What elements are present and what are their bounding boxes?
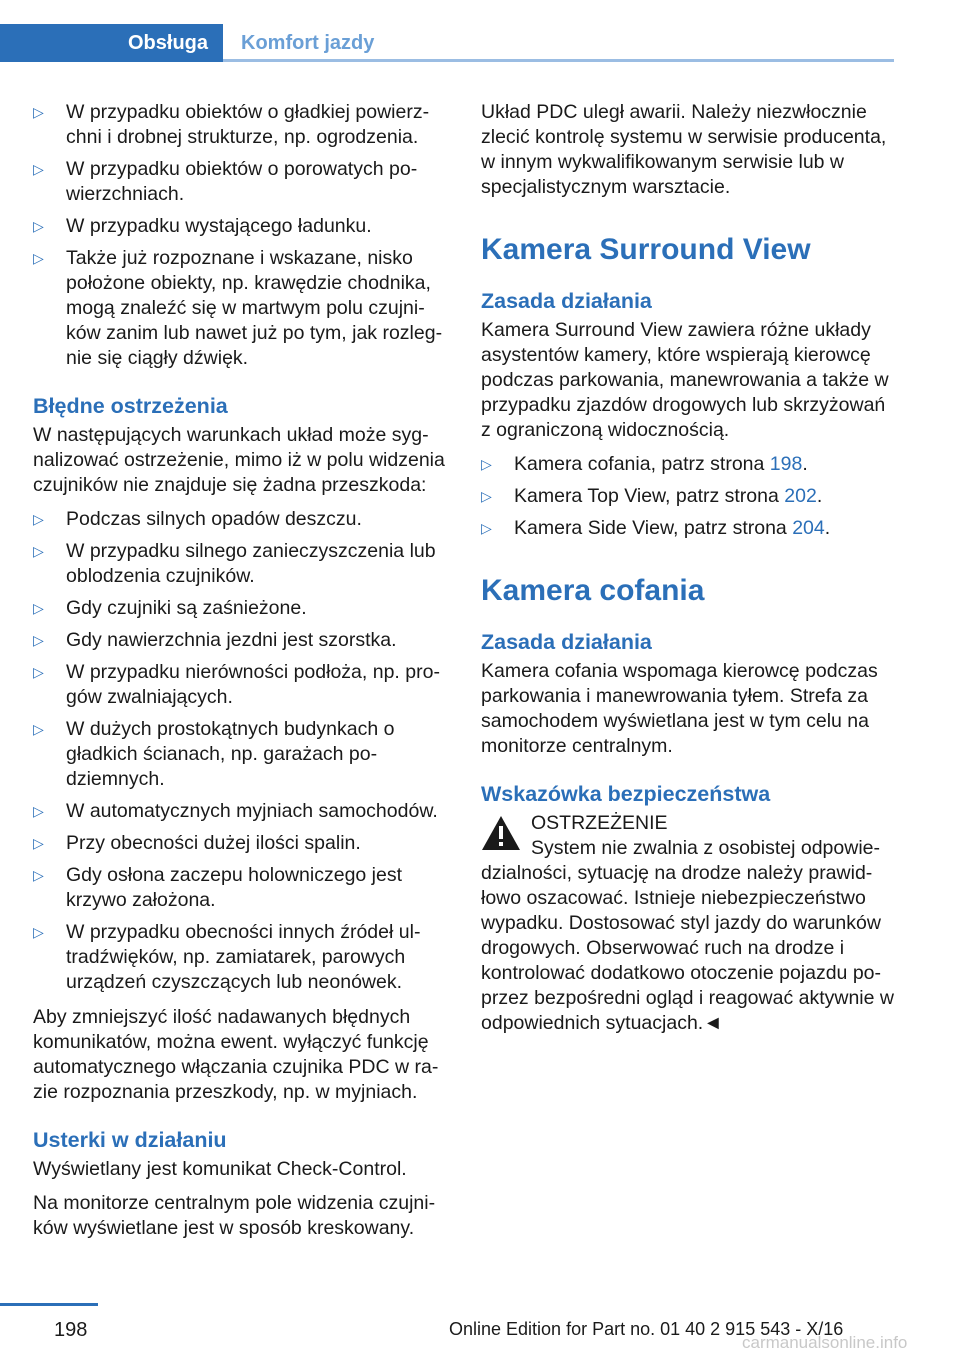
list-item: ▷ W przypadku wystającego ładunku. [33,215,372,237]
triangle-bullet-icon: ▷ [33,543,44,559]
warning-text: System nie zwalnia z osobistej odpowiedzialności, sytuację na drodze należy prawidłowo oszacować. Istnieje niebezpieczeństwo wypadku. Dostosować styl jazdy do warunków drogowych. Obserwować ruch na drodze i kontrolować dodatkowo otoczenie pojazdu poprzez bezpośredni ogląd i reagować aktywnie w odpowiednich sytuacjach.◄ [481,837,894,1034]
surround-view-heading: Kamera Surround View [481,233,811,266]
triangle-bullet-icon: ▷ [33,600,44,616]
list-item: ▷ W automatycznych myjniach samochodów. [33,800,438,822]
rear-principle-text: Kamera cofania wspomaga kierowcę podczas parkowania i manewrowania tyłem. Strefa za samochodem wyświetlana jest w tym celu na monitorze centralnym. [481,660,878,757]
triangle-bullet-icon: ▷ [33,104,44,120]
safety-note-heading: Wskazówka bezpieczeństwa [481,782,771,806]
tab-komfort-jazdy[interactable]: Komfort jazdy [241,32,375,54]
triangle-bullet-icon: ▷ [33,835,44,851]
tab-obsluga[interactable]: Obsługa [0,24,223,62]
page-link-202[interactable]: 202 [784,485,817,507]
watermark: carmanualsonline.info [742,1333,908,1352]
triangle-bullet-icon: ▷ [33,803,44,819]
triangle-bullet-icon: ▷ [33,721,44,737]
list-item: ▷ W dużych prostokątnych budynkach o gładkich ścianach, np. garażach podziemnych. [33,718,395,790]
triangle-bullet-icon: ▷ [33,511,44,527]
list-item: ▷ Przy obecności dużej ilości spalin. [33,832,361,854]
rear-camera-heading: Kamera cofania [481,574,705,607]
list-item: ▷ W przypadku obecności innych źródeł ultradźwięków, np. zamiatarek, parowych urządzeń czyszczących lub neonówek. [33,921,421,993]
malfunction-text-2: Na monitorze centralnym pole widzenia czujników wyświetlane jest w sposób kreskowany. [33,1192,436,1239]
rear-principle-heading: Zasada działania [481,630,652,654]
footer-rule [0,1303,98,1306]
page-link-198[interactable]: 198 [769,453,803,475]
pdc-failure-text: Układ PDC uległ awarii. Należy niezwłocznie zlecić kontrolę systemu w serwisie producenta, w innym wykwalifikowanym serwisie lub w specjalistycznym warsztacie. [481,101,887,198]
list-item: ▷ Gdy nawierzchnia jezdni jest szorstka. [33,629,397,651]
malfunction-text-1: Wyświetlany jest komunikat Check-Control. [33,1158,407,1180]
reduce-false-warnings-text: Aby zmniejszyć ilość nadawanych błędnych komunikatów, można ewent. wyłączyć funkcję automatycznego włączania czujnika PDC w razie rozpoznania przeszkody, np. w myjniach. [33,1006,439,1103]
warning-block [481,811,895,1036]
surround-principle-text: Kamera Surround View zawiera różne układy asystentów kamery, które wspierają kierowcę podczas parkowania, manewrowania a także w przypadku zjazdów drogowych lub skrzyżowań z ograniczoną widocznością. [481,319,889,441]
list-item: ▷ W przypadku nierówności podłoża, np. progów zwalniających. [33,661,440,708]
warning-triangle-icon [481,815,521,851]
bullet-list-1 [33,100,451,371]
page-link-204[interactable]: 204 [792,517,825,539]
malfunction-heading: Usterki w działaniu [33,1128,227,1152]
warning-title: OSTRZEŻENIE [531,812,668,834]
surround-principle-heading: Zasada działania [481,289,652,313]
triangle-bullet-icon: ▷ [33,632,44,648]
false-warnings-intro: W następujących warunkach układ może sygnalizować ostrzeżenie, mimo iż w polu widzenia czujników nie znajduje się żadna przeszkoda: [33,424,445,496]
list-item: ▷ Gdy czujniki są zaśnieżone. [33,597,307,619]
list-item: ▷ W przypadku obiektów o gładkiej powierzchni i drobnej strukturze, np. ogrodzenia. [33,101,430,148]
list-item: ▷ Kamera cofania, patrz strona 198. [481,453,808,475]
triangle-bullet-icon: ▷ [33,664,44,680]
triangle-bullet-icon: ▷ [33,250,44,266]
bullet-list-2 [33,507,451,995]
triangle-bullet-icon: ▷ [33,218,44,234]
surround-camera-list [481,452,895,541]
list-item: ▷ Gdy osłona zaczepu holowniczego jest krzywo założona. [33,864,403,911]
list-item: ▷ W przypadku obiektów o porowatych powierzchniach. [33,158,418,205]
header-tabs [0,24,894,62]
page-number: 198 [54,1319,88,1341]
triangle-bullet-icon: ▷ [481,520,492,536]
triangle-bullet-icon: ▷ [33,867,44,883]
triangle-bullet-icon: ▷ [481,488,492,504]
right-column [481,100,895,1045]
list-item: ▷ Także już rozpoznane i wskazane, nisko położone obiekty, np. krawędzie chodnika, mogą znaleźć się w martwym polu czujników zanim lub nawet już po tym, jak rozlegnie się ciągły dźwięk. [33,247,443,369]
left-column [33,100,451,1250]
triangle-bullet-icon: ▷ [33,161,44,177]
tab-underline [223,59,894,62]
false-warnings-heading: Błędne ostrzeżenia [33,394,228,418]
edition-note: Online Edition for Part no. 01 40 2 915 543 - X/16 [449,1319,844,1339]
triangle-bullet-icon: ▷ [33,924,44,940]
triangle-bullet-icon: ▷ [481,456,492,472]
list-item: ▷ Kamera Side View, patrz strona 204. [481,517,831,539]
list-item: ▷ W przypadku silnego zanieczyszczenia lub oblodzenia czujników. [33,540,436,587]
list-item: ▷ Kamera Top View, patrz strona 202. [481,485,823,507]
list-item: ▷ Podczas silnych opadów deszczu. [33,508,362,530]
